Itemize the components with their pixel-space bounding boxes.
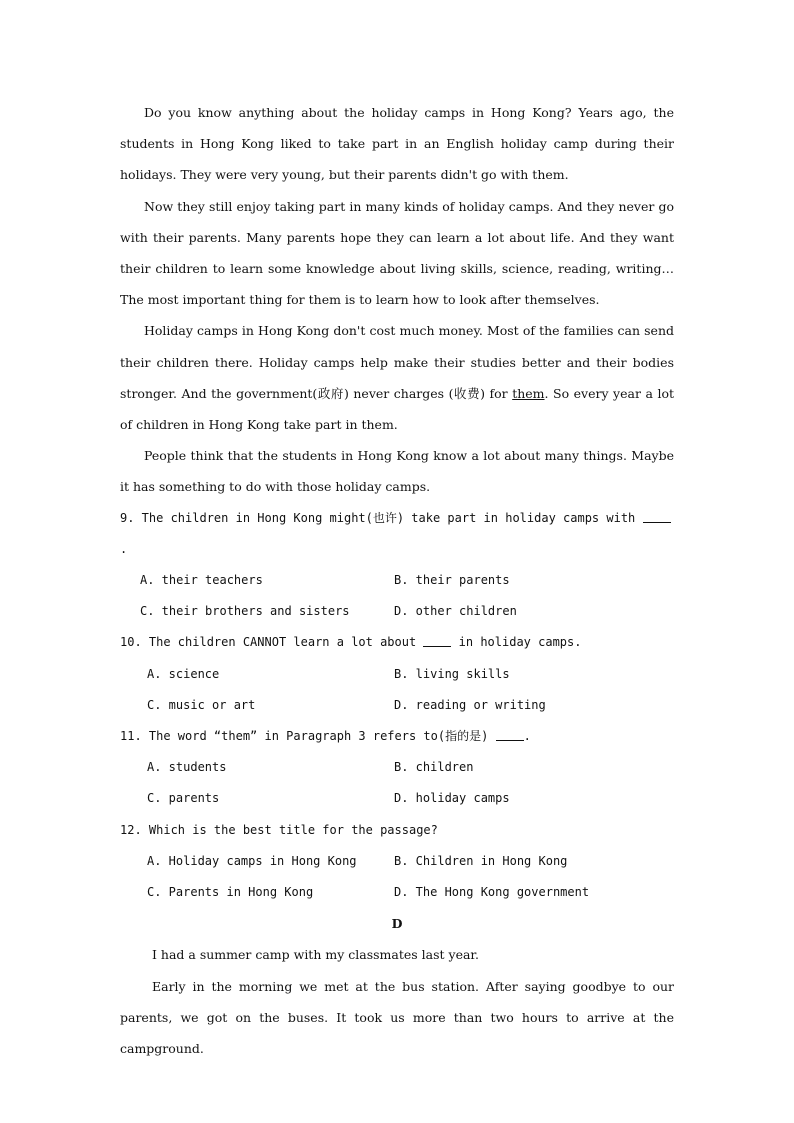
option-b: B. children xyxy=(394,760,474,775)
option-b: B. their parents xyxy=(394,573,510,588)
question-9-stem: 9. The children in Hong Kong might(也许) take part in holiday camps with xyxy=(120,510,643,525)
question-9-options-row-2 xyxy=(120,596,674,627)
question-9 xyxy=(120,503,674,565)
paragraph-3-text-start: Holiday camps in Hong Kong don't cost much money. Most of the families can send their children there. Holiday camps help make their studies better and their bodies stronger. And the government(政府) never charges (收费) for xyxy=(120,323,674,401)
question-9-options-row-1 xyxy=(120,565,674,596)
question-12 xyxy=(120,815,674,846)
option-c: C. parents xyxy=(147,791,220,806)
question-11 xyxy=(120,721,674,752)
question-10-options-row-1 xyxy=(120,659,674,690)
question-10-options-row-2 xyxy=(120,690,674,721)
paragraph-3-text-end: . So every year a lot of children in Hong Kong take part in them. xyxy=(120,385,674,433)
passage-c-paragraph-2: Now they still enjoy taking part in many kinds of holiday camps. And they never go with their parents. Many parents hope they can learn a lot about life. And they want their children to learn some knowledge about living skills, science, reading, writing…The most important thing for them is to learn how to look after themselves. xyxy=(120,198,674,308)
answer-blank xyxy=(643,510,671,523)
question-10 xyxy=(120,627,674,658)
question-10-stem-end: in holiday camps. xyxy=(451,635,582,650)
passage-d-paragraph-2: Early in the morning we met at the bus station. After saying goodbye to our parents, we got on the buses. It took us more than two hours to arrive at the campground. xyxy=(120,978,674,1057)
question-12-options-row-1 xyxy=(120,846,674,877)
answer-blank xyxy=(423,634,451,647)
underlined-word-them: them xyxy=(512,385,545,401)
passage-c-paragraph-1: Do you know anything about the holiday camps in Hong Kong? Years ago, the students in Hong Kong liked to take part in an English holiday camp during their holidays. They were very young, but their parents didn't go with them. xyxy=(120,105,674,183)
option-b: B. living skills xyxy=(394,666,510,681)
option-d: D. other children xyxy=(394,604,517,619)
question-11-options-row-2 xyxy=(120,783,674,814)
option-c: C. Parents in Hong Kong xyxy=(147,885,314,900)
answer-blank xyxy=(496,728,524,741)
section-heading-d: D xyxy=(391,916,403,932)
question-11-stem: 11. The word “them” in Paragraph 3 refers to(指的是) xyxy=(120,729,496,744)
question-12-options-row-2 xyxy=(120,877,674,908)
question-11-options-row-1 xyxy=(120,752,674,783)
option-a: A. science xyxy=(147,666,220,681)
option-c: C. their brothers and sisters xyxy=(140,604,350,619)
option-a: A. Holiday camps in Hong Kong xyxy=(147,853,357,868)
question-11-stem-end: . xyxy=(523,729,531,744)
passage-c-paragraph-4: People think that the students in Hong Kong know a lot about many things. Maybe it has something to do with those holiday camps. xyxy=(120,448,674,495)
question-10-stem: 10. The children CANNOT learn a lot about xyxy=(120,635,424,650)
option-d: D. The Hong Kong government xyxy=(394,885,590,900)
option-d: D. holiday camps xyxy=(394,791,510,806)
question-9-stem-end: . xyxy=(120,541,128,556)
question-12-stem: 12. Which is the best title for the passage? xyxy=(120,822,438,837)
passage-d-paragraph-1: I had a summer camp with my classmates last year. xyxy=(152,947,479,963)
option-d: D. reading or writing xyxy=(394,697,546,712)
option-c: C. music or art xyxy=(147,697,256,712)
passage-c-paragraph-3 xyxy=(120,315,674,440)
document-page xyxy=(120,97,674,1064)
option-b: B. Children in Hong Kong xyxy=(394,853,568,868)
option-a: A. their teachers xyxy=(140,573,263,588)
option-a: A. students xyxy=(147,760,227,775)
